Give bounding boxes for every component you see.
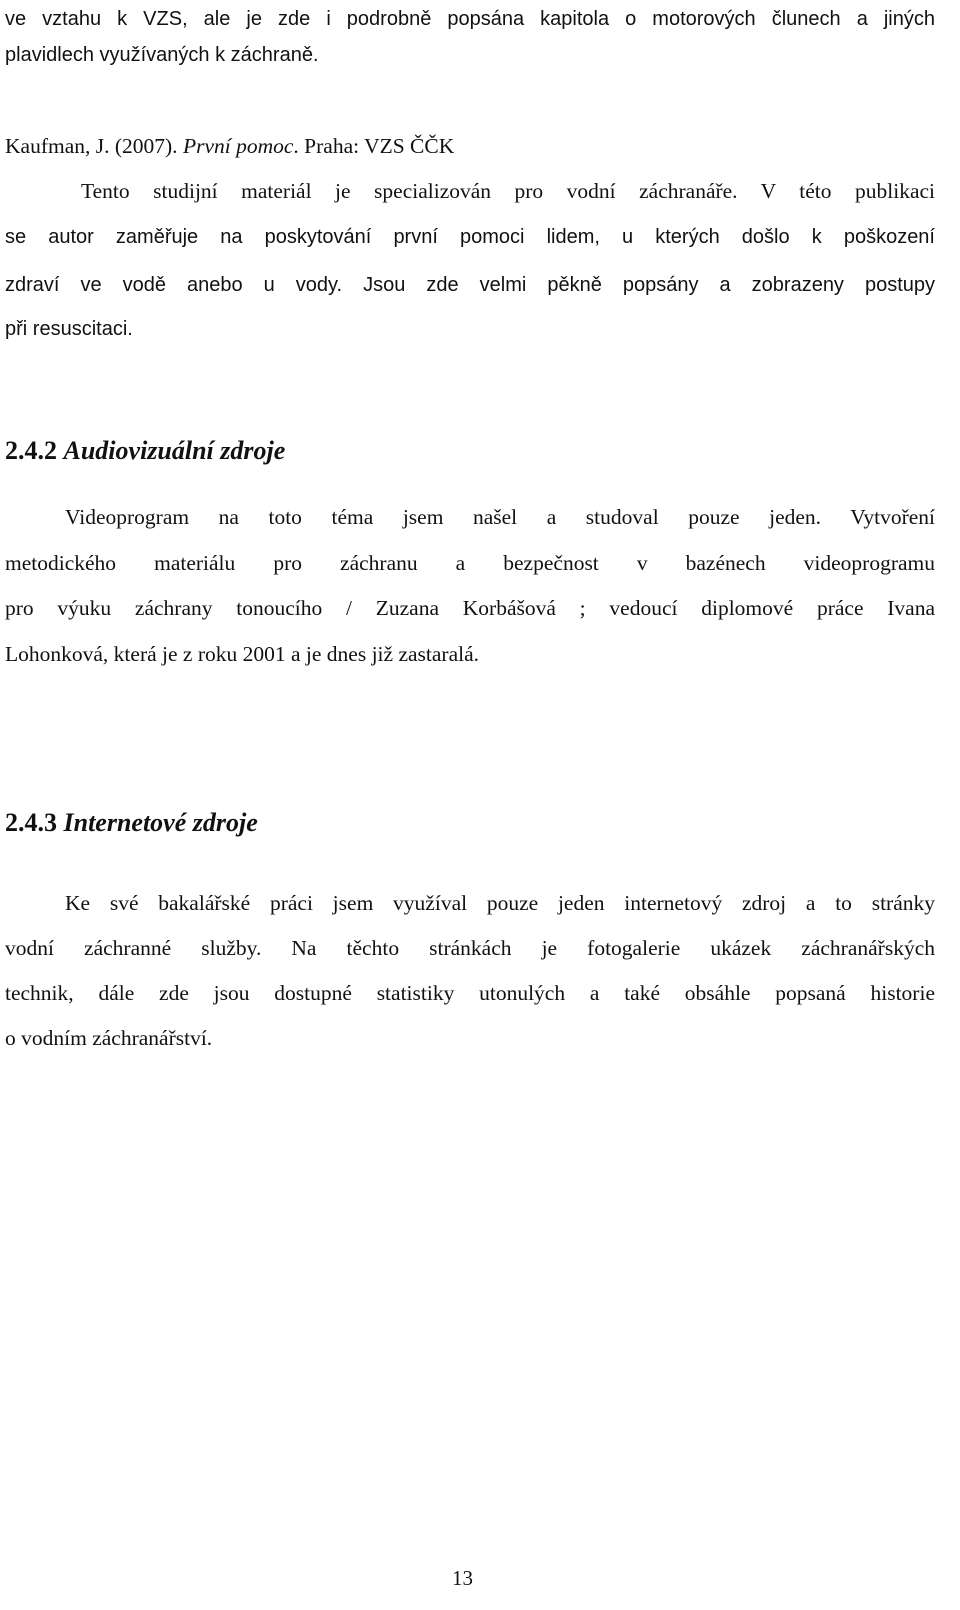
section-number: 2.4.3: [5, 808, 64, 837]
section-title: Audiovizuální zdroje: [63, 436, 286, 465]
paragraph-line: pro výuku záchrany tonoucího / Zuzana Korbášová ; vedoucí diplomové práce Ivana: [5, 596, 935, 620]
paragraph-line: Tento studijní materiál je specializován pro vodní záchranáře. V této publikaci: [81, 179, 935, 203]
paragraph-line: [5, 261, 935, 307]
reference-citation: [5, 123, 935, 169]
reference-title: První pomoc: [182, 134, 294, 158]
paragraph-line: metodického materiálu pro záchranu a bezpečnost v bazénech videoprogramu: [5, 551, 935, 575]
section-heading-2-4-3: [5, 808, 258, 838]
paragraph-line: Lohonková, která je z roku 2001 a je dnes již zastaralá.: [5, 642, 480, 666]
paragraph-fragment: Jsou zde velmi pěkně popsány a zobrazeny postupy: [342, 274, 936, 296]
reference-publisher: . Praha: VZS ČČK: [293, 134, 455, 158]
section-heading-2-4-2: [5, 436, 285, 466]
section-title: Internetové zdroje: [63, 808, 258, 837]
reference-author-year: Kaufman, J. (2007).: [5, 134, 183, 158]
page-number: 13: [452, 1566, 473, 1590]
paragraph-line: Videoprogram na toto téma jsem našel a studoval pouze jeden. Vytvoření: [65, 505, 935, 529]
paragraph-line: ve vztahu k VZS, ale je zde i podrobně popsána kapitola o motorových člunech a jiných: [5, 8, 935, 30]
paragraph-line: plavidlech využívaných k záchraně.: [5, 44, 319, 66]
paragraph-fragment: zdraví ve vodě anebo u vody.: [5, 274, 343, 296]
section-number: 2.4.2: [5, 436, 64, 465]
paragraph-line: Ke své bakalářské práci jsem využíval pouze jeden internetový zdroj a to stránky: [65, 891, 935, 915]
paragraph-line: technik, dále zde jsou dostupné statistiky utonulých a také obsáhle popsaná historie: [5, 981, 935, 1005]
paragraph-line: při resuscitaci.: [5, 318, 133, 340]
paragraph-line: vodní záchranné služby. Na těchto stránkách je fotogalerie ukázek záchranářských: [5, 936, 935, 960]
paragraph-line: o vodním záchranářství.: [5, 1026, 213, 1050]
paragraph-line: se autor zaměřuje na poskytování první pomoci lidem, u kterých došlo k poškození: [5, 226, 935, 248]
